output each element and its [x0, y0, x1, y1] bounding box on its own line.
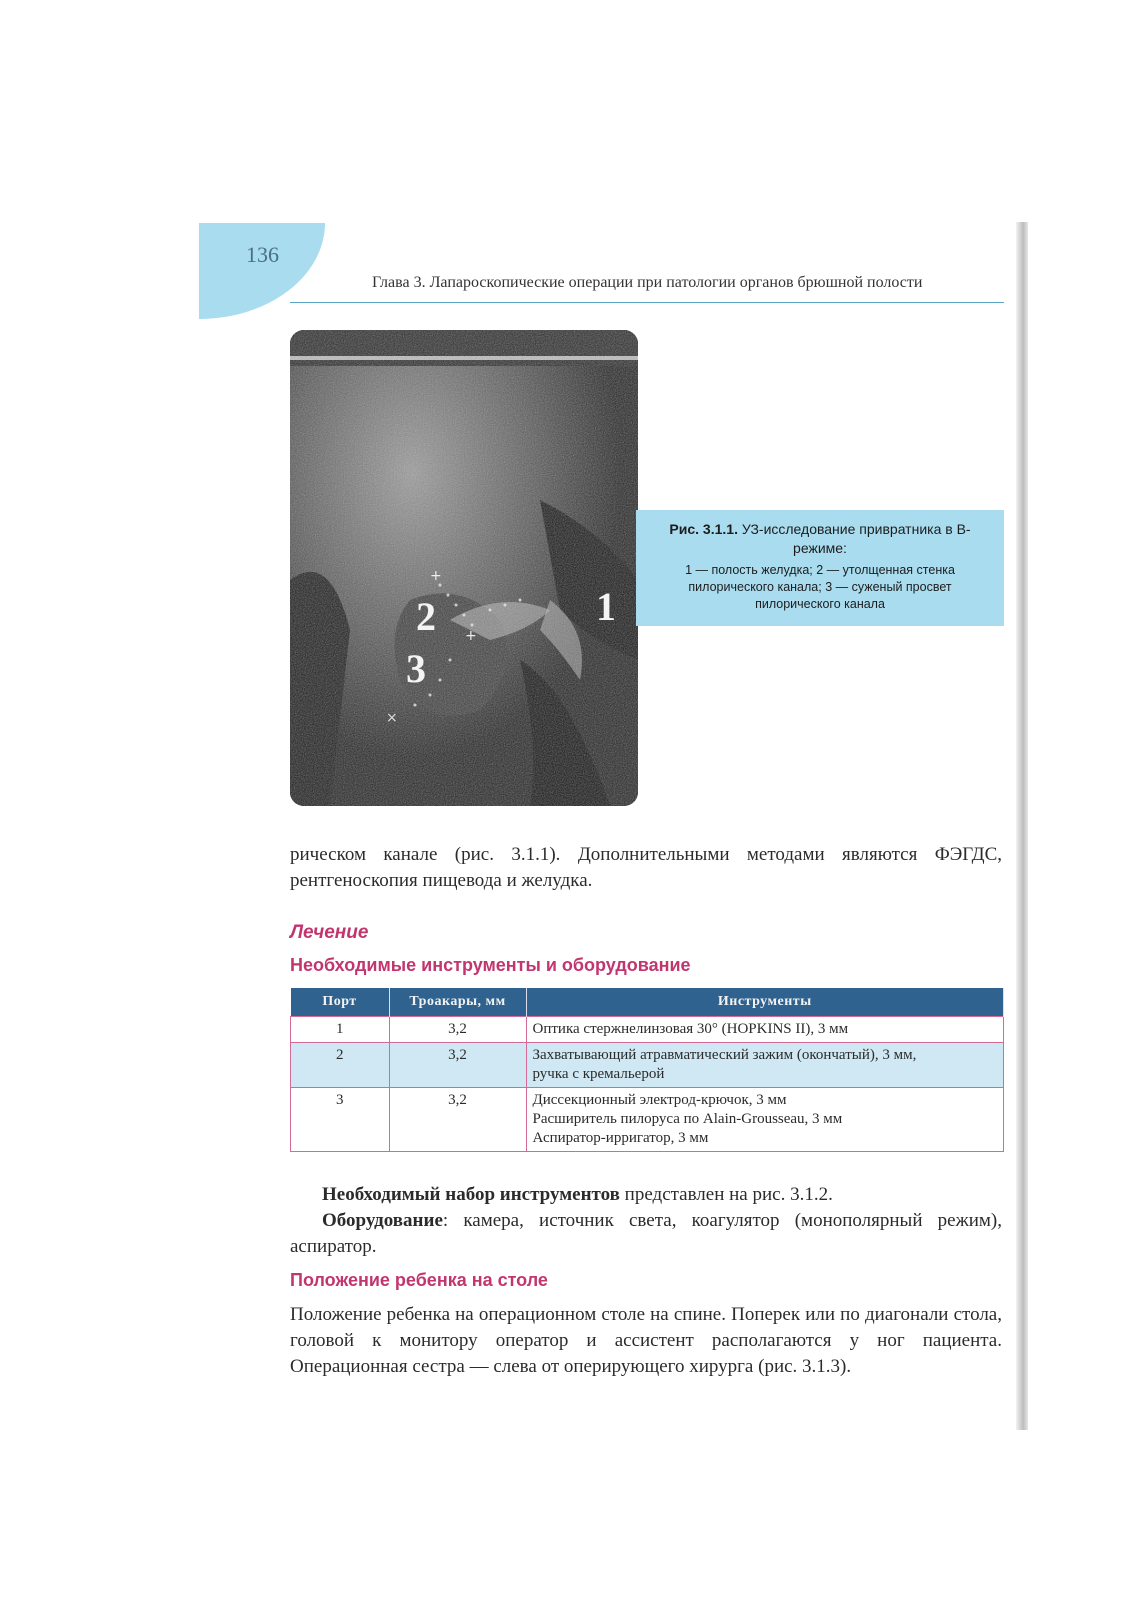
instrument-line: Диссекционный электрод-крючок, 3 мм — [532, 1092, 787, 1108]
equipment-bold: Оборудование — [322, 1210, 443, 1231]
cell-instruments — [526, 1017, 1004, 1043]
instrument-line: Оптика стержнелинзовая 30° (HOPKINS II), 3 мм — [532, 1021, 849, 1037]
table-row — [291, 1088, 1004, 1152]
col-header-port: Порт — [291, 988, 390, 1017]
instrument-line: Расширитель пилоруса по Alain-Grousseau, 3 мм — [532, 1111, 843, 1127]
ultrasound-image — [290, 330, 638, 806]
cell-trocar: 3,2 — [389, 1088, 526, 1152]
page-number: 136 — [246, 242, 279, 267]
label-3: 3 — [406, 646, 426, 691]
equipment-rest: : камера, источник света, коагулятор (монополярный режим), аспиратор. — [290, 1210, 1002, 1257]
col-header-instruments: Инструменты — [526, 988, 1004, 1017]
cell-instruments — [526, 1043, 1004, 1088]
instrument-set-bold: Необходимый набор инструментов — [322, 1184, 620, 1205]
cell-port: 1 — [291, 1017, 390, 1043]
svg-text:+: + — [465, 628, 477, 644]
section-heading-treatment: Лечение — [290, 922, 369, 943]
label-1: 1 — [596, 584, 616, 629]
cell-port: 3 — [291, 1088, 390, 1152]
instrument-line: Захватывающий атравматический зажим (окончатый), 3 мм, — [532, 1047, 917, 1063]
caption-title-text: УЗ-исследование привратника в В-режиме: — [741, 521, 971, 556]
section-heading-position: Положение ребенка на столе — [290, 1270, 548, 1290]
figure-caption — [636, 510, 1004, 626]
instrument-line: ручка с кремальерой — [532, 1066, 665, 1082]
caption-label: Рис. 3.1.1. — [669, 521, 738, 537]
position-paragraph: Положение ребенка на операционном столе на спине. Поперек или по диагонали стола, головой к монитору оператор и ассистент располагаются у ног пациента. Операционная сестра — слева от оперирующего хирурга (рис. 3.1.3). — [290, 1304, 1002, 1377]
table-row — [291, 1043, 1004, 1088]
page-corner-tab — [199, 223, 325, 319]
svg-text:×: × — [386, 710, 398, 726]
label-2: 2 — [416, 594, 436, 639]
running-head: Глава 3. Лапароскопические операции при патологии органов брюшной полости — [372, 274, 923, 291]
scan-edge-shadow — [1016, 222, 1028, 1430]
table-row — [291, 1017, 1004, 1043]
cell-port: 2 — [291, 1043, 390, 1088]
caption-title — [654, 520, 986, 558]
instrument-set-paragraph — [290, 1182, 1002, 1208]
section-heading-instruments: Необходимые инструменты и оборудование — [290, 955, 691, 975]
table-header-row — [291, 988, 1004, 1017]
equipment-paragraph — [290, 1208, 1002, 1260]
instrument-set-rest: представлен на рис. 3.1.2. — [619, 1184, 833, 1205]
instrument-line: Аспиратор-ирригатор, 3 мм — [532, 1130, 709, 1146]
col-header-trocar: Троакары, мм — [389, 988, 526, 1017]
caption-body: 1 — полость желудка; 2 — утолщенная стенка пилорического канала; 3 — суженый просвет пилорического канала — [685, 563, 955, 611]
cell-trocar: 3,2 — [389, 1043, 526, 1088]
intro-paragraph: рическом канале (рис. 3.1.1). Дополнительными методами являются ФЭГДС, рентгеноскопия пищевода и желудка. — [290, 844, 1002, 891]
header-rule — [290, 302, 1004, 303]
svg-text:+: + — [430, 568, 442, 584]
cell-instruments — [526, 1088, 1004, 1152]
instruments-table — [290, 988, 1004, 1152]
cell-trocar: 3,2 — [389, 1017, 526, 1043]
